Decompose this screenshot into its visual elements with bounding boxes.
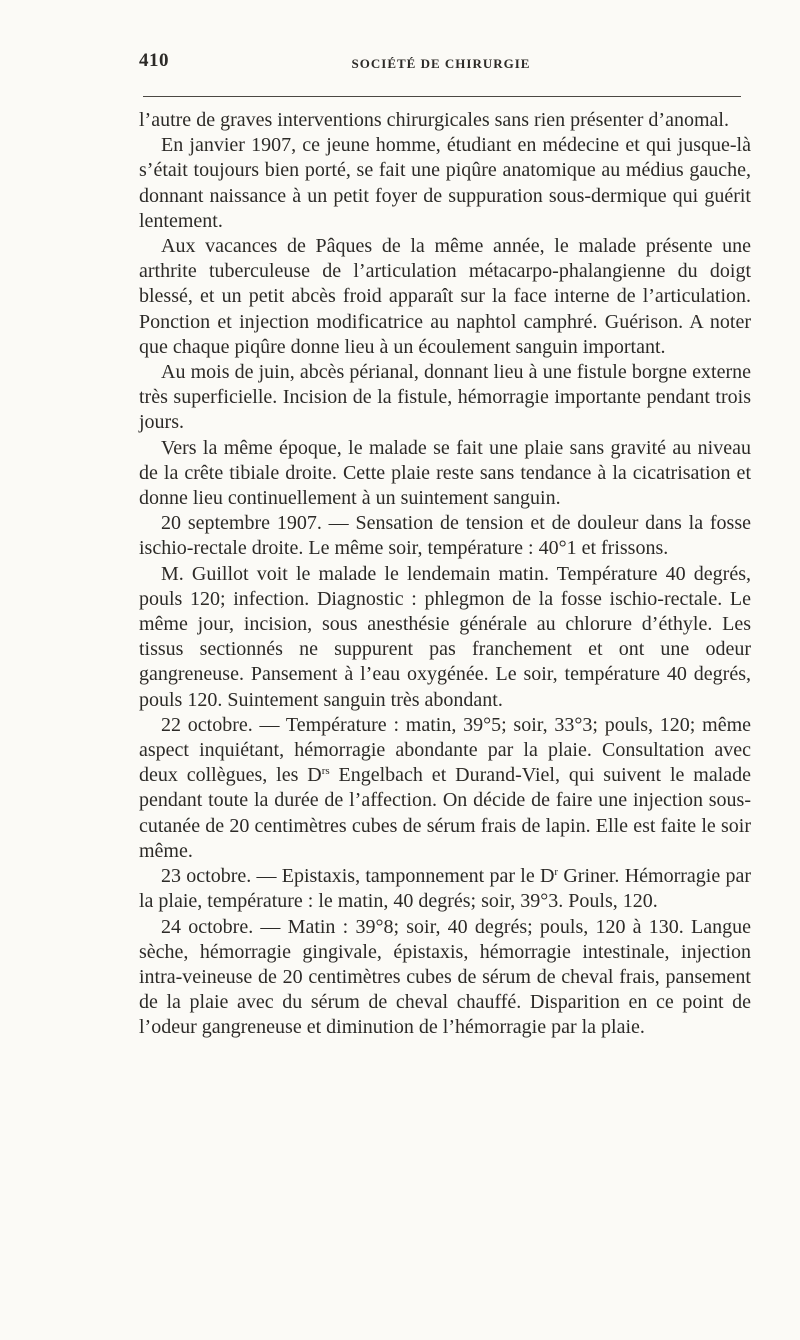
paragraph: M. Guillot voit le malade le lendemain matin. Température 40 degrés, pouls 120; infection. Diagnostic : phlegmon de la fosse ischio-rectale. Le même jour, incision, sous anesthésie générale au chlorure d’éthyle. Les tissus sectionnés ne suppurent pas franchement et ont une odeur gangreneuse. Pansement à l’eau oxygénée. Le soir, température 40 degrés, pouls 120. Suintement sanguin très abondant. — [139, 562, 751, 711]
superscript: rs — [321, 765, 330, 778]
paragraph-text: 22 octobre. — Température : matin, 39°5; soir, 33°3; pouls, 120; même aspect inquiétant, hémorragie abondante par la plaie. Consultation avec deux collègues, les D — [139, 713, 751, 787]
header-rule — [143, 96, 741, 97]
paragraph-text: 23 octobre. — Epistaxis, tamponnement par le D — [161, 865, 555, 888]
paragraph: Aux vacances de Pâques de la même année, le malade présente une arthrite tuberculeuse de l’articulation métacarpo-phalangienne du doigt blessé, et un petit abcès froid apparaît sur la face interne de l’articulation. Ponction et injection modificatrice au naphtol camphré. Guérison. A noter que chaque piqûre donne lieu à un écoulement sanguin important. — [139, 235, 751, 358]
page-header — [137, 48, 745, 84]
body-text — [139, 108, 751, 1041]
paragraph: l’autre de graves interventions chirurgicales sans rien présenter d’anomal. — [139, 109, 729, 131]
paragraph — [139, 713, 751, 864]
paragraph: 24 octobre. — Matin : 39°8; soir, 40 degrés; pouls, 120 à 130. Langue sèche, hémorragie gingivale, épistaxis, hémorragie intestinale, injection intra-veineuse de 20 centimètres cubes de sérum de cheval frais, pansement de la plaie avec du sérum de cheval chauffé. Disparition en ce point de l’odeur gangreneuse et diminution de l’hémorragie par la plaie. — [139, 915, 751, 1039]
paragraph: Au mois de juin, abcès périanal, donnant lieu à une fistule borgne externe très superficielle. Incision de la fistule, hémorragie importante pendant trois jours. — [139, 361, 751, 434]
paragraph — [139, 864, 751, 914]
running-title: SOCIÉTÉ DE CHIRURGIE — [351, 56, 531, 71]
paragraph: Vers la même époque, le malade se fait une plaie sans gravité au niveau de la crête tibiale droite. Cette plaie reste sans tendance à la cicatrisation et donne lieu continuellement à un suintement sanguin. — [139, 436, 751, 510]
paragraph: 20 septembre 1907. — Sensation de tension et de douleur dans la fosse ischio-rectale droite. Le même soir, température : 40°1 et frissons. — [139, 512, 751, 560]
page-number: 410 — [139, 50, 169, 71]
paragraph-text: Griner. Hémorragie par la plaie, température : le matin, 40 degrés; soir, 39°3. Pouls, 120. — [139, 865, 751, 913]
paragraph-text: Engelbach et Durand-Viel, qui suivent le malade pendant toute la durée de l’affection. On décide de faire une injection sous-cutanée de 20 centimètres cubes de sérum frais de lapin. Elle est faite le soir même. — [139, 764, 751, 862]
paragraph: En janvier 1907, ce jeune homme, étudiant en médecine et qui jusque-là s’était toujours bien porté, se fait une piqûre anatomique au médius gauche, donnant naissance à un petit foyer de suppuration sous-dermique qui guérit lentement. — [139, 134, 751, 232]
superscript: r — [554, 866, 559, 879]
